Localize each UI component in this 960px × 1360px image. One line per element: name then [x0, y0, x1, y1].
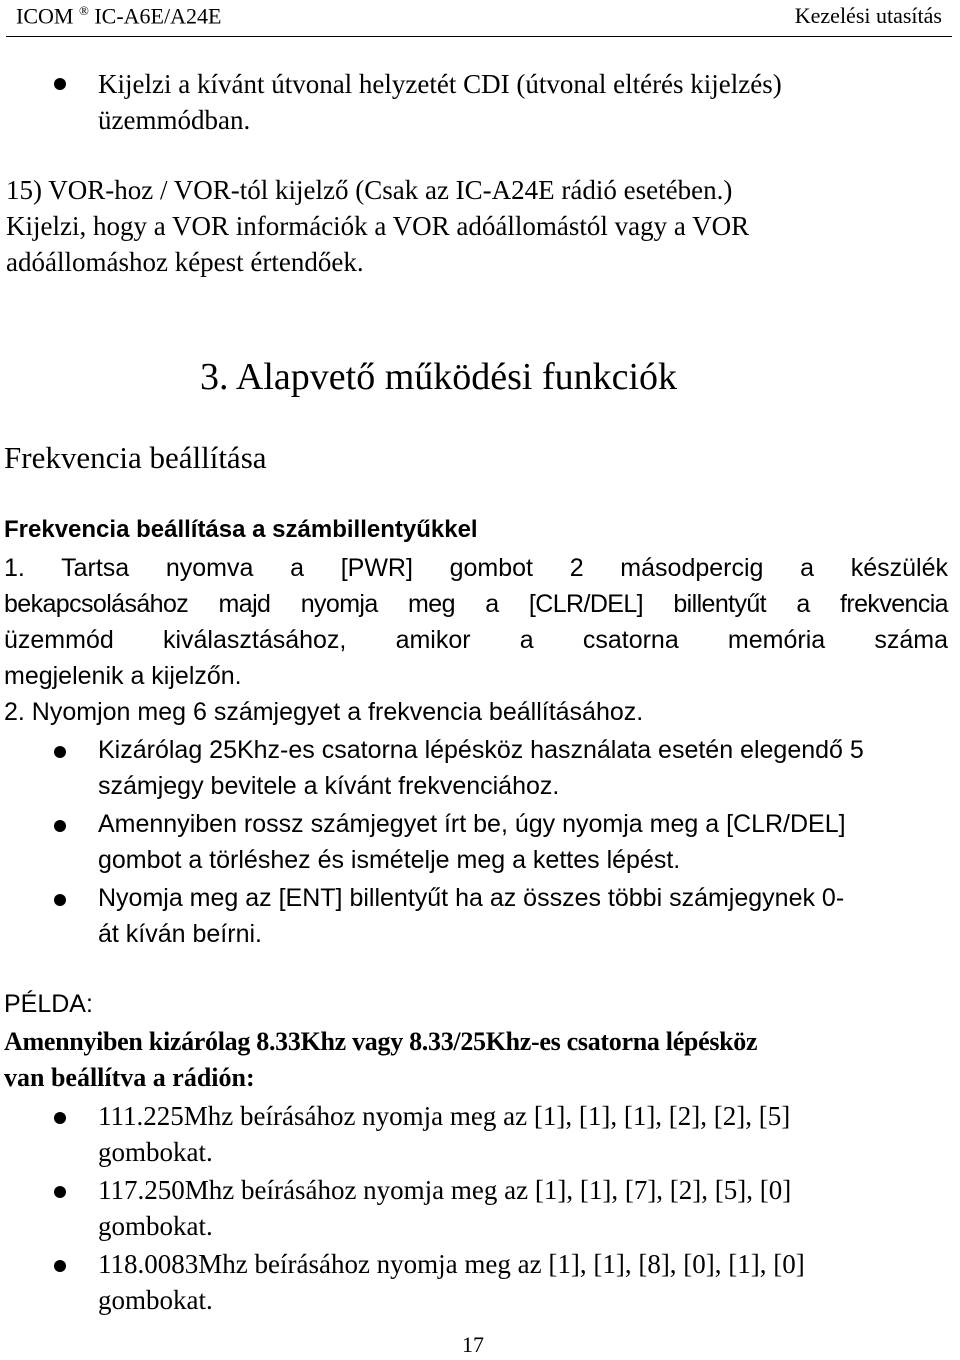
example-heading-line2: van beállítva a rádión: — [4, 1063, 255, 1092]
step2: 2. Nyomjon meg 6 számjegyet a frekvencia beállításához. — [4, 698, 644, 726]
page-number: 17 — [462, 1332, 484, 1357]
item15-line1: 15) VOR-hoz / VOR-tól kijelző (Csak az IC-A24E rádió esetében.) — [6, 175, 733, 205]
registered-mark: ® — [78, 3, 89, 18]
example-item3-line2: gombokat. — [98, 1285, 213, 1315]
example-label: PÉLDA: — [4, 990, 93, 1018]
note3-line2: át kíván beírni. — [98, 920, 262, 948]
example-item2-line2: gombokat. — [98, 1211, 213, 1241]
header-product: ICOM — [16, 3, 74, 29]
example-item2-line1: 117.250Mhz beírásához nyomja meg az [1], [1], [7], [2], [5], [0] — [98, 1175, 792, 1205]
step1-line4: megjelenik a kijelzőn. — [4, 662, 242, 690]
note2-line2: gombot a törléshez és ismételje meg a kettes lépést. — [98, 846, 681, 874]
chapter-title: 3. Alapvető működési funkciók — [200, 356, 678, 398]
intro-bullet-line1: Kijelzi a kívánt útvonal helyzetét CDI (útvonal eltérés kijelzés) — [98, 69, 782, 99]
page-header — [0, 0, 960, 36]
step1-line3: üzemmód kiválasztásához, amikor a csatorna memória száma — [4, 626, 948, 654]
header-model: IC-A6E/A24E — [94, 3, 222, 29]
note2-line1: Amennyiben rossz számjegyet írt be, úgy nyomja meg a [CLR/DEL] — [98, 810, 846, 838]
header-divider — [6, 36, 952, 37]
header-doc-type: Kezelési utasítás — [794, 3, 942, 28]
bullet-icon — [54, 820, 66, 832]
section-title: Frekvencia beállítása — [4, 440, 267, 475]
bullet-icon — [54, 1112, 66, 1124]
bullet-icon — [54, 1186, 66, 1198]
intro-bullet-line2: üzemmódban. — [98, 105, 251, 135]
step1-line1: 1. Tartsa nyomva a [PWR] gombot 2 másodpercig a készülék — [4, 554, 948, 582]
item15-line3: adóállomáshoz képest értendőek. — [6, 247, 364, 277]
note1-line1: Kizárólag 25Khz-es csatorna lépésköz használata esetén elegendő 5 — [98, 736, 864, 764]
bullet-icon — [54, 78, 66, 90]
item15-line2: Kijelzi, hogy a VOR információk a VOR adóállomástól vagy a VOR — [6, 211, 750, 241]
header-product-model — [16, 3, 221, 29]
example-item1-line2: gombokat. — [98, 1137, 213, 1167]
step1-line2: bekapcsolásához majd nyomja meg a [CLR/DEL] billentyűt a frekvencia — [4, 590, 948, 618]
example-item3-line1: 118.0083Mhz beírásához nyomja meg az [1], [1], [8], [0], [1], [0] — [98, 1249, 805, 1279]
bullet-icon — [54, 894, 66, 906]
example-item1-line1: 111.225Mhz beírásához nyomja meg az [1], [1], [1], [2], [2], [5] — [98, 1101, 791, 1131]
note1-line2: számjegy bevitele a kívánt frekvenciához. — [98, 772, 560, 800]
bullet-icon — [54, 746, 66, 758]
bullet-icon — [54, 1260, 66, 1272]
example-heading-line1: Amennyiben kizárólag 8.33Khz vagy 8.33/25Khz-es csatorna lépésköz — [4, 1027, 758, 1056]
note3-line1: Nyomja meg az [ENT] billentyűt ha az összes többi számjegynek 0- — [98, 884, 845, 912]
subsection-title: Frekvencia beállítása a számbillentyűkkel — [4, 516, 478, 543]
